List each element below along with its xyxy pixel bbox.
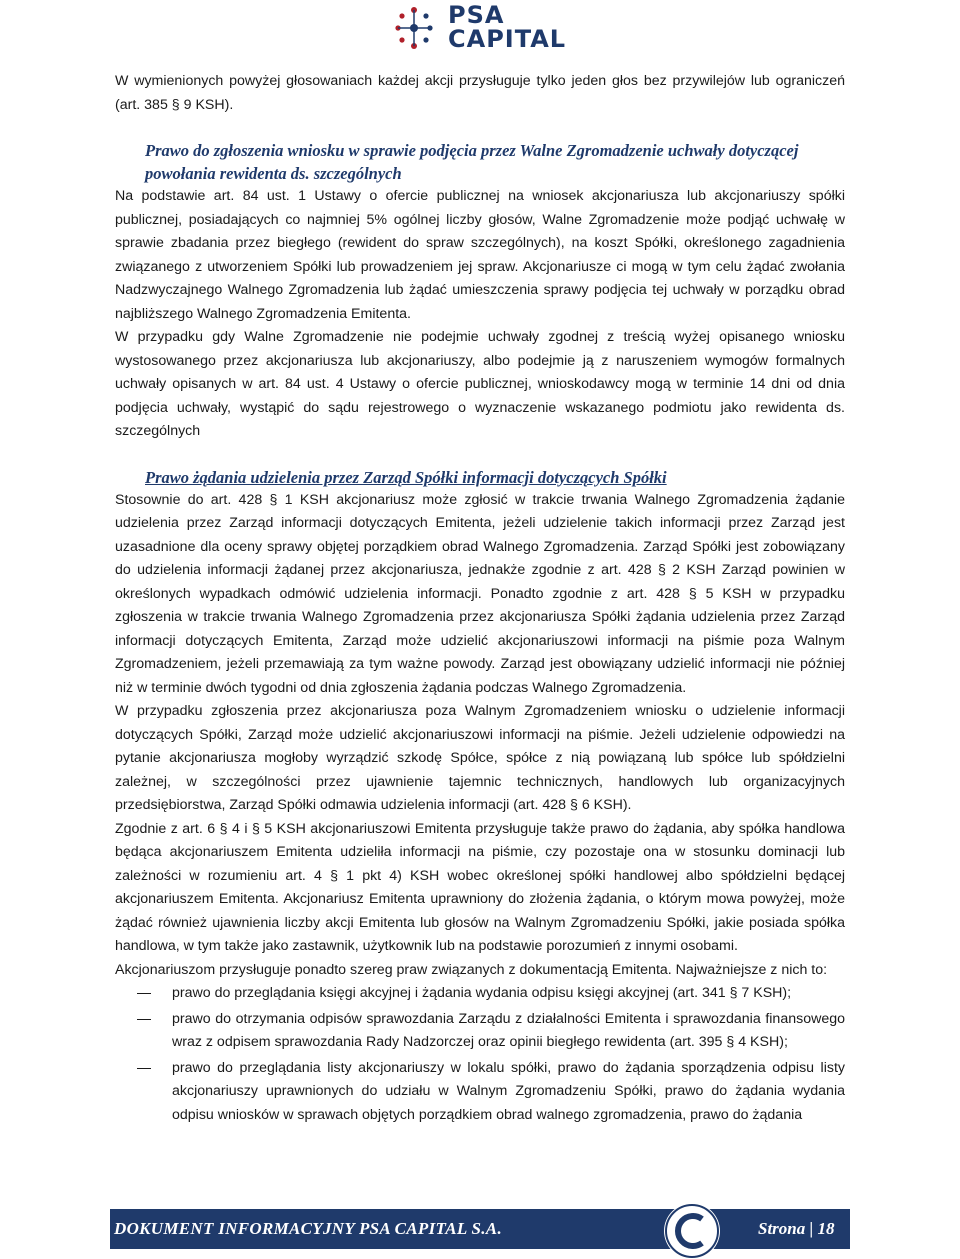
paragraph-information-outside: W przypadku zgłoszenia przez akcjonariusza poza Walnym Zgromadzeniem wniosku o udzielenie informacji dotyczących Spółki, Zarząd może udzielić akcjonariuszowi informacji na piśmie. Jeżeli udzielenie odpowiedzi na pytanie akcjonariusza mogłoby wyrządzić szkodę Spółce, spółce z nią powiązaną lub spółce lub spółdzielni zależnej, w szczególności przez ujawnienie tajemnic technicznych, handlowych lub organizacyjnych przedsiębiorstwa, Zarząd Spółki odmawia udzielenia informacji (art. 428 § 6 KSH). — [115, 703, 845, 813]
paragraph-documentation-rights: Akcjonariuszom przysługuje ponadto szereg praw związanych z dokumentacją Emitenta. Najważniejsze z nich to: — [115, 961, 828, 978]
paragraph-rewident-court: W przypadku gdy Walne Zgromadzenie nie podejmie uchwały zgodnej z treścią wyżej opisanego wniosku wystosowanego przez akcjonariusza lub akcjonariuszy, albo podejmie ją z naruszeniem wymogów formalnych uchwały opisanych w art. 84 ust. 4 Ustawy o ofercie publicznej, wnioskodawcy mogą w terminie 14 dni od dnia podjęcia uchwały, wystąpić do sądu rejestrowego o wyznaczenie wskazanego podmiotu jako rewidenta ds. szczególnych — [115, 329, 845, 439]
dash-bullet-icon — [137, 1068, 151, 1069]
paragraph-information-428: Stosownie do art. 428 § 1 KSH akcjonariusz może zgłosić w trakcie trwania Walnego Zgromadzenia żądanie udzielenia przez Zarząd informacji dotyczących Emitenta, jeżeli udzielenie takich informacji przez Zarząd jest uzasadnione dla oceny sprawy objętej porządkiem obrad Walnego Zgromadzenia. Zarząd Spółki jest zobowiązany do udzielenia informacji żądanej przez akcjonariusza, jednakże zgodnie z art. 428 § 2 KSH Zarząd powinien w określonych wypadkach odmówić udzielenia informacji. Ponadto zgodnie z art. 428 § 5 KSH w przypadku zgłoszenia w trakcie trwania Walnego Zgromadzenia przez akcjonariusza Spółki żądania udzielenia przez Zarząd informacji dotyczących Emitenta, Zarząd może udzielić akcjonariuszowi informacji na piśmie poza Walnym Zgromadzeniem, jeżeli przemawiają za tym ważne powody. Zarząd jest obowiązany udzielić informacji nie później niż w terminie dwóch tygodni od dnia zgłoszenia żądania podczas Walnego Zgromadzenia. — [115, 491, 845, 696]
logo-text-capital: CAPITAL — [448, 25, 567, 53]
page-footer — [0, 1203, 960, 1258]
list-item: prawo do otrzymania odpisów sprawozdania Zarządu z działalności Emitenta i sprawozdania finansowego wraz z odpisem sprawozdania Rady Nadzorczej oraz opinii biegłego rewidenta (art. 395 § 4 KSH); — [115, 1008, 845, 1055]
list-item: prawo do przeglądania księgi akcyjnej i żądania wydania odpisu księgi akcyjnej (art. 341 § 7 KSH); — [115, 982, 845, 1006]
rights-list — [115, 982, 845, 1127]
paragraph-voting: W wymienionych powyżej głosowaniach każdej akcji przysługuje tylko jeden głos bez przywilejów lub ograniczeń (art. 385 § 9 KSH). — [115, 73, 845, 113]
list-item: prawo do przeglądania listy akcjonariuszy w lokalu spółki, prawo do żądania sporządzenia odpisu listy akcjonariuszy uprawnionych do udziału w Walnym Zgromadzeniu Spółki, prawo do żądania wydania odpisu wniosków w sprawach objętych porządkiem obrad walnego zgromadzenia, prawo do żądania — [115, 1057, 845, 1128]
section-heading-information: Prawo żądania udzielenia przez Zarząd Spółki informacji dotyczących Spółki — [145, 467, 667, 487]
footer-document-title: DOKUMENT INFORMACYJNY PSA CAPITAL S.A. — [114, 1219, 502, 1238]
psa-capital-logo — [392, 2, 582, 54]
footer-page-number: Strona | 18 — [758, 1219, 835, 1238]
paragraph-rewident-basis: Na podstawie art. 84 ust. 1 Ustawy o ofercie publicznej na wniosek akcjonariusza lub akcjonariuszy spółki publicznej, posiadających co najmniej 5% ogólnej liczby głosów, Walne Zgromadzenie może podjąć uchwałę w sprawie zbadania przez biegłego (rewident do spraw szczególnych), na koszt Spółki, określonego zagadnienia związanego z utworzeniem Spółki lub prowadzeniem jej spraw. Akcjonariusze ci mogą w tym celu żądać zwołania Nadzwyczajnego Walnego Zgromadzenia lub żądać umieszczenia sprawy podjęcia tej uchwały w porządku obrad najbliższego Walnego Zgromadzenia Emitenta. — [115, 188, 845, 322]
dash-bullet-icon — [137, 1019, 151, 1020]
footer-logo-icon — [664, 1203, 720, 1259]
dash-bullet-icon — [137, 993, 151, 994]
logo-star-icon — [392, 4, 444, 52]
logo-text-psa: PSA — [448, 1, 505, 29]
section-heading-rewident: Prawo do zgłoszenia wniosku w sprawie podjęcia przez Walne Zgromadzenie uchwały dotyczącej powołania rewidenta ds. szczególnych — [145, 141, 799, 183]
paragraph-information-art6: Zgodnie z art. 6 § 4 i § 5 KSH akcjonariuszowi Emitenta przysługuje także prawo do żądania, aby spółka handlowa będąca akcjonariuszem Emitenta udzieliła informacji na piśmie, czy pozostaje ona w stosunku dominacji lub zależności w rozumieniu art. 4 § 1 pkt 4) KSH wobec określonej spółki handlowej albo spółdzielni będącej akcjonariuszem Emitenta. Akcjonariusz Emitenta uprawniony do złożenia żądania, o którym mowa powyżej, może żądać również ujawnienia liczby akcji Emitenta lub głosów na Walnym Zgromadzeniu Spółki, jakie posiada spółka handlowa, w tym także jako zastawnik, użytkownik lub na podstawie porozumień z innymi osobami. — [115, 820, 845, 954]
document-body — [115, 70, 845, 1129]
